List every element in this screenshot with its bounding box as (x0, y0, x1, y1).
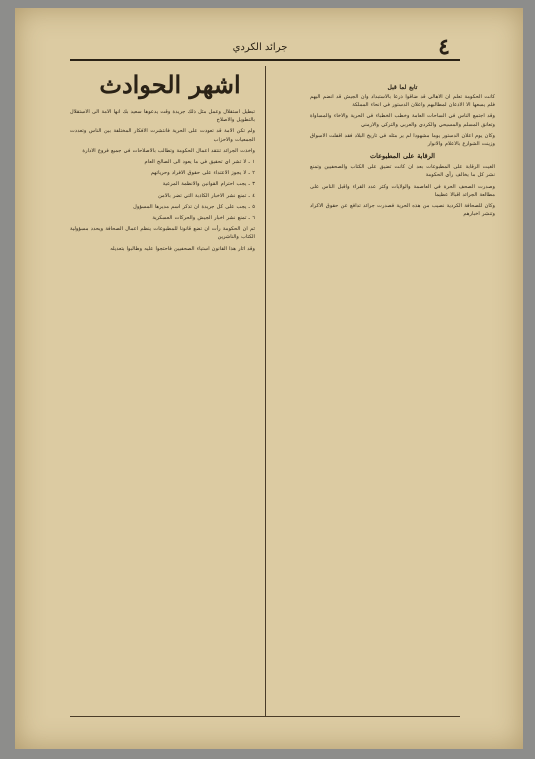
paragraph: ولم تكن الامة قد تعودت على الحرية فانتشرت الافكار المختلفة بين الناس وتعددت الجمعيات والاحزاب (70, 128, 255, 143)
newspaper-page (15, 8, 523, 749)
paragraph: وصدرت الصحف الحرة في العاصمة والولايات وكثر عدد القراء واقبل الناس على مطالعة الجرائد اقبالا عظيما (310, 183, 495, 198)
footer-rule (70, 716, 460, 717)
paragraph: وقد اجتمع الناس في الساحات العامة وخطب الخطباء في الحرية والاخاء والمساواة وتعانق المسلم والمسيحي والكردي والعربي والتركي والارمني (310, 113, 495, 128)
list-item: ٥ ـ يجب على كل جريدة ان تذكر اسم مديرها المسؤول (133, 203, 255, 210)
paragraph: وقد اثار هذا القانون استياء الصحفيين فاحتجوا عليه وطالبوا بتعديله (110, 245, 255, 252)
paragraph: تبطيل استقلال وعمل مثل ذلك جريدة وقت يدعوها سعيد بك انها الامة الى الاستقلال بالتطويل والاصلاح (70, 109, 255, 124)
list-item: ٢ ـ لا يجوز الاعتداء على حقوق الافراد وحرياتهم (150, 170, 255, 177)
list-item: ٤ ـ تمنع نشر الاخبار الكاذبة التي تضر بالامن (158, 192, 255, 199)
paragraph: الغيت الرقابة على المطبوعات بعد ان كانت تضيق على الكتاب والصحفيين وتمنع نشر كل ما يخالف رأي الحكومة (310, 164, 495, 179)
right-column (310, 83, 495, 713)
paragraph: وكان للصحافة الكردية نصيب من هذه الحرية فصدرت جرائد تدافع عن حقوق الاكراد وتنشر اخبارهم (310, 203, 495, 218)
paragraph: كانت الحكومة تعلم ان الاهالي قد ضاقوا ذرعا بالاستبداد وان الجيش قد انضم اليهم فلم يسعها الا الاذعان لمطالبهم واعلان الدستور في انحاء المملكة (310, 94, 495, 109)
paragraph: واخذت الجرائد تنتقد اعمال الحكومة وتطالب بالاصلاحات في جميع فروع الادارة (82, 147, 255, 154)
paragraph: ثم ان الحكومة رأت ان تضع قانونا للمطبوعات ينظم اعمال الصحافة ويحدد مسؤولية الكتاب والناشرين (70, 226, 255, 241)
continuation-note: تابع لما قبل (387, 84, 418, 91)
paragraph: وكان يوم اعلان الدستور يوما مشهودا لم ير مثله في تاريخ البلاد فقد اقفلت الاسواق وزينت الشوارع بالاعلام والانوار (310, 132, 495, 148)
page-header (70, 36, 450, 60)
article-headline: اشهر الحوادث (99, 70, 241, 99)
page-number: ٤ (438, 34, 450, 60)
left-column (70, 108, 255, 713)
section-subheading: الرقابة على المطبوعات (370, 152, 435, 161)
header-rule (70, 59, 460, 61)
newspaper-name: جرائد الكردي (232, 42, 288, 53)
list-item: ٦ ـ تمنع نشر اخبار الجيش والحركات العسكرية (152, 215, 255, 222)
list-item: ١ ـ لا تشر اي تحقيق في ما يعود الى الصالح العام (144, 159, 255, 166)
list-item: ٣ ـ يجب احترام القوانين والانظمة المرعية (162, 181, 255, 188)
column-divider (265, 66, 266, 716)
